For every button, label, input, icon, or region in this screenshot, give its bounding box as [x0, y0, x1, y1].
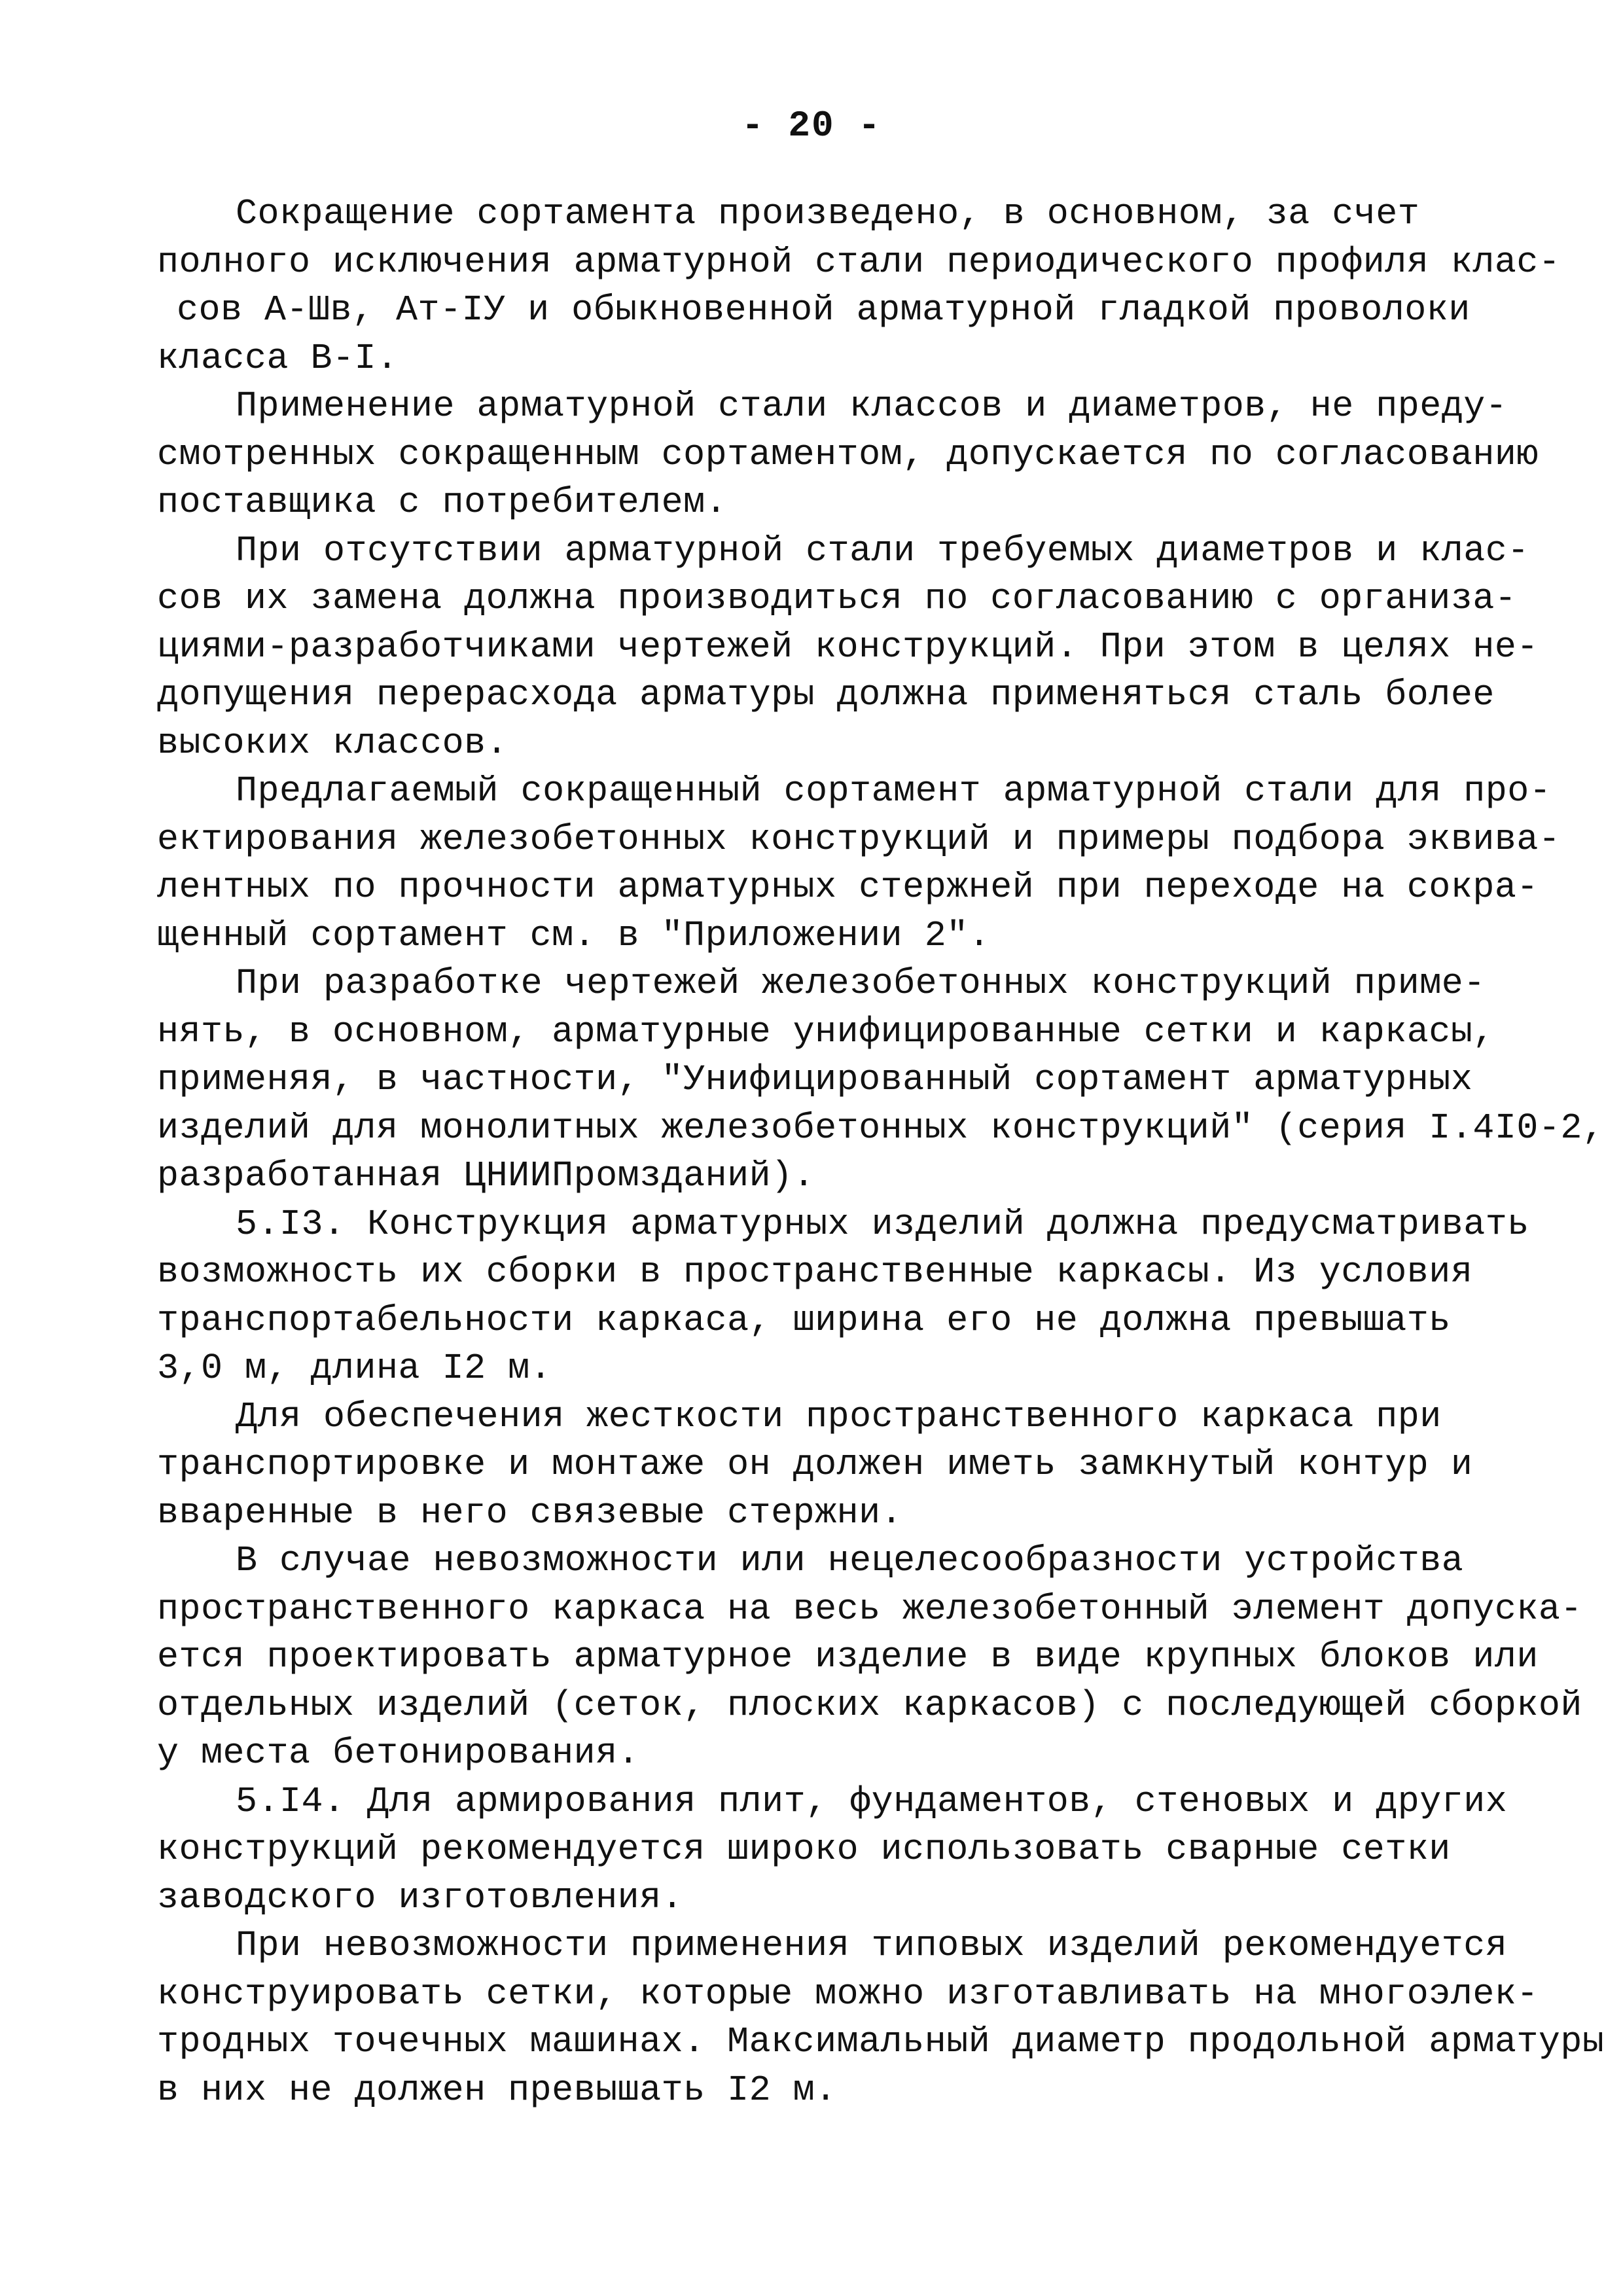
- section-5-14-line: 5.I4. Для армирования плит, фундаментов, стеновых и других: [236, 1780, 1508, 1822]
- text-line: При невозможности применения типовых изделий рекомендуется: [236, 1925, 1508, 1966]
- text-line: вваренные в него связевые стержни.: [157, 1492, 903, 1534]
- text-line: щенный сортамент см. в "Приложении 2".: [157, 914, 991, 956]
- text-line: конструкций рекомендуется широко использовать сварные сетки: [157, 1829, 1451, 1870]
- text-line: изделий для монолитных железобетонных конструкций" (серия I.4I0-2,: [157, 1107, 1605, 1149]
- text-line: В случае невозможности или нецелесообразности устройства: [236, 1540, 1464, 1581]
- text-line: тродных точечных машинах. Максимальный диаметр продольной арматуры: [157, 2021, 1605, 2062]
- text-line: допущения перерасхода арматуры должна применяться сталь более: [157, 674, 1495, 715]
- text-line: ектирования железобетонных конструкций и примеры подбора эквива-: [157, 818, 1561, 860]
- text-line: смотренных сокращенным сортаментом, допускается по согласованию: [157, 433, 1539, 475]
- text-line: сов их замена должна производиться по согласованию с организа-: [157, 578, 1517, 619]
- text-line: поставщика с потребителем.: [157, 482, 728, 523]
- page-number: - 20 -: [741, 105, 882, 147]
- text-line: в них не должен превышать I2 м.: [157, 2069, 837, 2111]
- text-line: разработанная ЦНИИПромзданий).: [157, 1155, 815, 1196]
- text-line: Применение арматурной стали классов и диаметров, не преду-: [236, 386, 1508, 427]
- text-line: возможность их сборки в пространственные каркасы. Из условия: [157, 1251, 1473, 1293]
- text-line: конструировать сетки, которые можно изготавливать на многоэлек-: [157, 1973, 1539, 2015]
- text-line: у места бетонирования.: [157, 1732, 640, 1774]
- document-body: [157, 190, 1605, 2114]
- text-line: транспортабельности каркаса, ширина его не должна превышать: [157, 1299, 1451, 1341]
- text-line: Предлагаемый сокращенный сортамент арматурной стали для про-: [236, 770, 1552, 812]
- text-line: пространственного каркаса на весь железобетонный элемент допуска-: [157, 1588, 1582, 1630]
- text-line: класса В-I.: [157, 337, 399, 379]
- text-line: лентных по прочности арматурных стержней при переходе на сокра-: [157, 867, 1539, 908]
- text-line: При разработке чертежей железобетонных конструкций приме-: [236, 963, 1486, 1004]
- text-line: отдельных изделий (сеток, плоских каркасов) с последующей сборкой: [157, 1684, 1582, 1726]
- text-line: При отсутствии арматурной стали требуемых диаметров и клас-: [236, 529, 1529, 571]
- section-5-13-line: 5.I3. Конструкция арматурных изделий должна предусматривать: [236, 1203, 1529, 1245]
- text-line: сов А-Шв, Ат-IУ и обыкновенной арматурной гладкой проволоки: [177, 289, 1471, 331]
- text-line: высоких классов.: [157, 722, 508, 764]
- text-line: циями-разработчиками чертежей конструкций. При этом в целях не-: [157, 626, 1539, 668]
- text-line: транспортировке и монтаже он должен иметь замкнутый контур и: [157, 1444, 1473, 1485]
- text-line: Сокращение сортамента произведено, в основном, за счет: [236, 193, 1420, 234]
- text-line: заводского изготовления.: [157, 1876, 684, 1918]
- text-line: полного исключения арматурной стали периодического профиля клас-: [157, 241, 1561, 283]
- text-line: применяя, в частности, "Унифицированный сортамент арматурных: [157, 1059, 1473, 1100]
- text-line: ется проектировать арматурное изделие в виде крупных блоков или: [157, 1636, 1539, 1677]
- text-line: нять, в основном, арматурные унифицированные сетки и каркасы,: [157, 1011, 1495, 1052]
- text-line: 3,0 м, длина I2 м.: [157, 1348, 552, 1389]
- text-line: Для обеспечения жесткости пространственного каркаса при: [236, 1395, 1442, 1437]
